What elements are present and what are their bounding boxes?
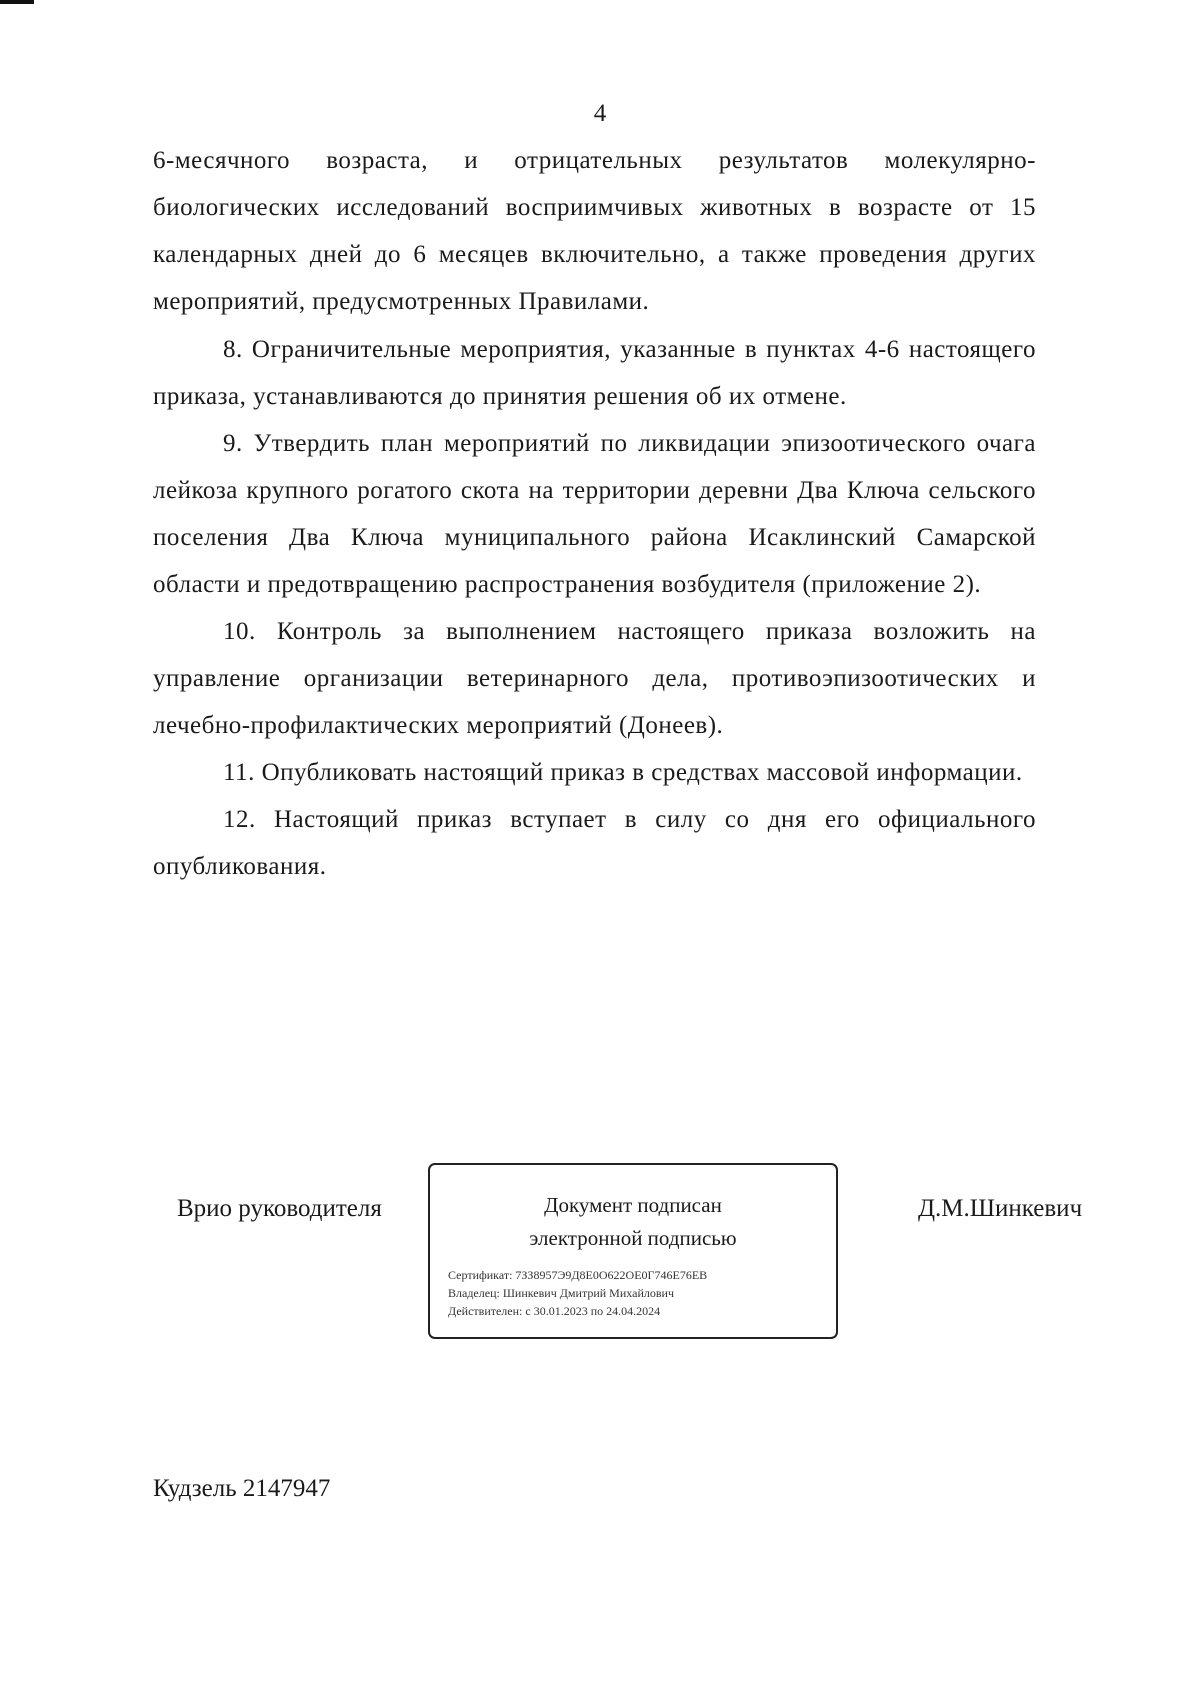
stamp-heading-line-1: Документ подписан: [544, 1193, 722, 1217]
signer-name: Д.М.Шинкевич: [918, 1195, 1083, 1222]
stamp-heading: [430, 1189, 836, 1255]
executor-note: Кудзель 2147947: [153, 1475, 331, 1502]
order-body: [153, 137, 1036, 890]
stamp-heading-line-2: электронной подписью: [529, 1226, 737, 1250]
paragraph-item-12: 12. Настоящий приказ вступает в силу со дня его официального опубликования.: [153, 806, 1036, 880]
paragraph-item-10: 10. Контроль за выполнением настоящего приказа возложить на управление организации ветеринарного дела, противоэпизоотических и лечебно-профилактических мероприятий (Донеев).: [153, 618, 1036, 739]
stamp-validity: Действителен: с 30.01.2023 по 24.04.2024: [448, 1304, 661, 1318]
stamp-owner: Владелец: Шинкевич Дмитрий Михайлович: [448, 1286, 674, 1300]
scan-corner-mark: [0, 0, 34, 4]
stamp-certificate: Сертификат: 7ЗЗ8957Э9Д8Е0О622ОЕ0Г746Е76ЕВ: [448, 1268, 708, 1282]
paragraph-item-9: 9. Утвердить план мероприятий по ликвидации эпизоотического очага лейкоза крупного рогатого скота на территории деревни Два Ключа сельского поселения Два Ключа муниципального района Исаклинский Самарской области и предотвращению распространения возбудителя (приложение 2).: [153, 430, 1036, 598]
page-number: 4: [593, 100, 607, 127]
paragraph-item-11: 11. Опубликовать настоящий приказ в средствах массовой информации.: [223, 759, 1023, 786]
paragraph-item-8: 8. Ограничительные мероприятия, указанные в пунктах 4-6 настоящего приказа, устанавливаются до принятия решения об их отмене.: [153, 336, 1036, 410]
paragraph-continuation: 6-месячного возраста, и отрицательных результатов молекулярно-биологических исследований восприимчивых животных в возрасте от 15 календарных дней до 6 месяцев включительно, а также проведения других мероприятий, предусмотренных Правилами.: [153, 147, 1036, 315]
electronic-signature-stamp: [428, 1163, 838, 1339]
signer-title: Врио руководителя: [177, 1195, 382, 1222]
stamp-details: [448, 1266, 818, 1320]
